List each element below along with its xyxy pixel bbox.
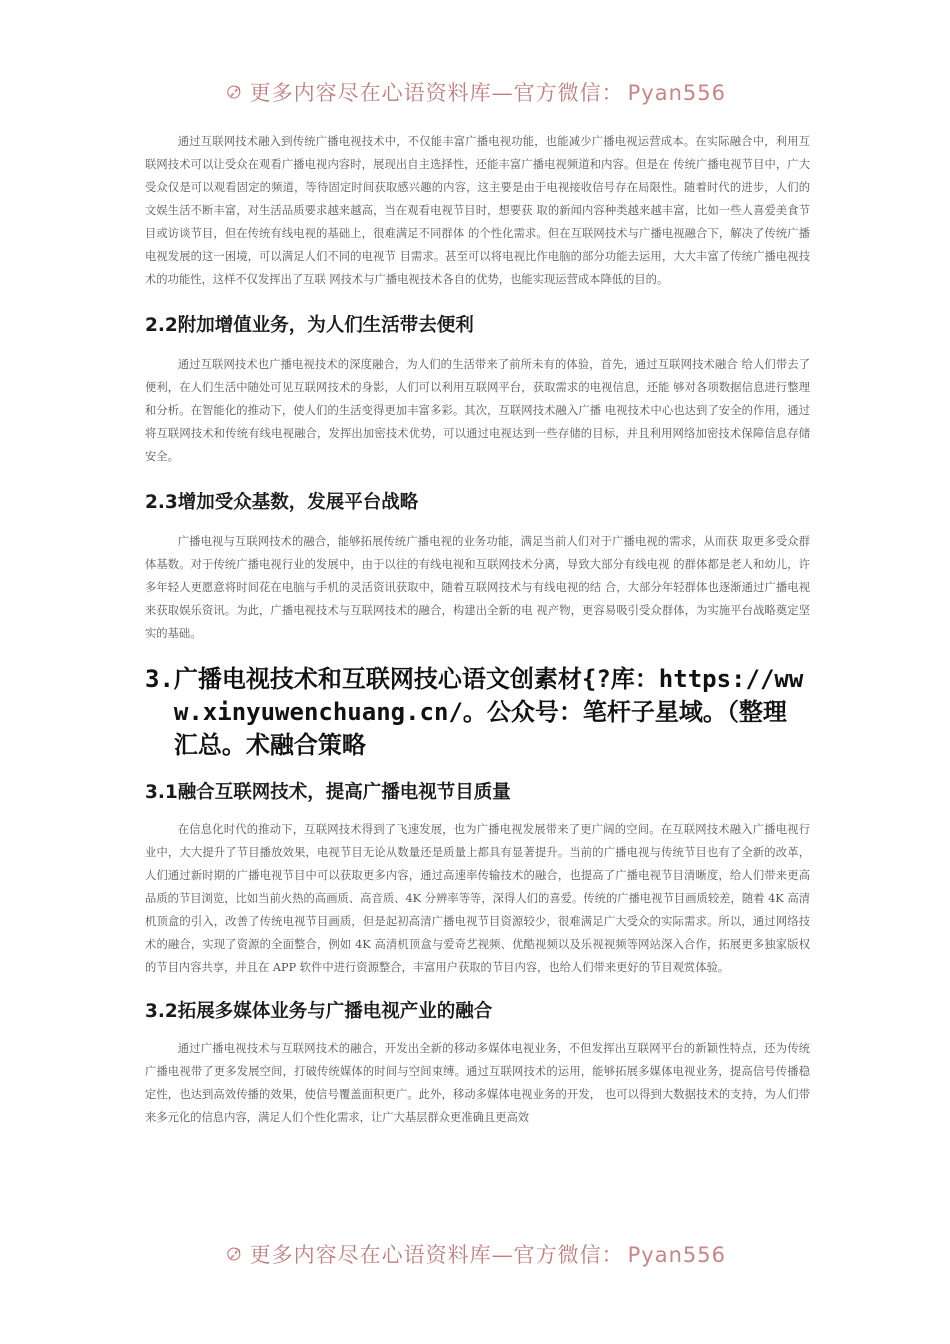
section-3-title: 广播电视技术和互联网技心语文创素材{?库：https://www.xinyuwenchuang.cn/。公众号：笔杆子星域。（整理汇总。术融合策略: [173, 665, 804, 759]
section-2-2-paragraph: 通过互联网技术也广播电视技术的深度融合，为人们的生活带来了前所未有的体验，首先，通过互联网技术融合 给人们带去了便利，在人们生活中随处可见互联网技术的身影，人们可以利用互联网平台，获取需求的电视信息，还能 够对各项数据信息进行整理和分析。在智能化的推动下，使人们的生活变得更加丰富多彩。其次，互联网技术融入广播 电视技术中心也达到了安全的作用，通过将互联网技术和传统有线电视融合，发挥出加密技术优势，可以通过电视达到一些存储的目标，并且利用网络加密技术保障信息存储安全。: [145, 358, 810, 463]
section-3-heading: [145, 663, 810, 762]
document-body: [145, 128, 810, 1129]
header-banner: [226, 72, 726, 112]
banner-text: 更多内容尽在心语资料库—官方微信： Pyan556: [249, 1243, 726, 1267]
section-3-2-paragraph: 通过广播电视技术与互联网技术的融合，开发出全新的移动多媒体电视业务，不但发挥出互联网平台的新颖性特点，还为传统广播电视带了更多发展空间，打破传统媒体的时间与空间束缚。通过互联网技术的运用，能够拓展多媒体电视业务，提高信号传播稳定性，也达到高效传播的效果，使信号覆盖面积更广。此外，移动多媒体电视业务的开发， 也可以得到大数据技术的支持，为人们带来多元化的信息内容，满足人们个性化需求，让广大基层群众更准确且更高效: [145, 1042, 810, 1124]
section-2-3-paragraph: 广播电视与互联网技术的融合，能够拓展传统广播电视的业务功能，满足当前人们对于广播电视的需求，从而获 取更多受众群体基数。对于传统广播电视行业的发展中，由于以往的有线电视和互联网技术分离，导致大部分有线电视 的群体都是老人和幼儿，许多年轻人更愿意将时间花在电脑与手机的灵活资讯获取中，随着互联网技术与有线电视的结 合，大部分年轻群体也逐渐通过广播电视来获取娱乐资讯。为此，广播电视技术与互联网技术的融合，构建出全新的电 视产物，更容易吸引受众群体，为实施平台战略奠定坚实的基础。: [145, 535, 810, 640]
quill-pen-logo-icon: [226, 1237, 242, 1271]
banner-wechat-id: Pyan556: [627, 1243, 726, 1267]
section-2-2-heading: 2.2附加增值业务，为人们生活带去便利: [145, 315, 474, 336]
section-2-3-heading: 2.3增加受众基数，发展平台战略: [145, 492, 419, 513]
section-3-1-heading: 3.1融合互联网技术，提高广播电视节目质量: [145, 782, 511, 803]
banner-text: 更多内容尽在心语资料库—官方微信： Pyan556: [249, 81, 726, 105]
intro-paragraph: 通过互联网技术融入到传统广播电视技术中，不仅能丰富广播电视功能，也能减少广播电视运营成本。在实际融合中，利用互联网技术可以让受众在观看广播电视内容时，展现出自主选择性，还能丰富广播电视频道和内容。但是在 传统广播电视节目中，广大受众仅是可以观看固定的频道，等待固定时间获取感兴趣的内容，这主要是由于电视接收信号存在局限性。随着时代的进步，人们的文娱生活不断丰富，对生活品质要求越来越高，当在观看电视节目时，想要获 取的新闻内容种类越来越丰富，比如一些人喜爱美食节目或访谈节目，但在传统有线电视的基础上，很难满足不同群体 的个性化需求。但在互联网技术与广播电视融合下，解决了传统广播电视发展的这一困境，可以满足人们不同的电视节 目需求。甚至可以将电视比作电脑的部分功能去运用，大大丰富了传统广播电视技术的功能性，这样不仅发挥出了互联 网技术与广播电视技术各自的优势，也能实现运营成本降低的目的。: [145, 135, 810, 286]
section-3-number: 3.: [145, 665, 174, 693]
section-3-1-paragraph: 在信息化时代的推动下，互联网技术得到了飞速发展，也为广播电视发展带来了更广阔的空间。在互联网技术融入广播电视行业中，大大提升了节目播放效果，电视节目无论从数量还是质量上都具有显著提升。当前的广播电视与传统节目也有了全新的改革，人们通过新时期的广播电视节目中可以获取更多内容，通过高速率传输技术的融合，也提高了广播电视节目清晰度，给人们带来更高品质的节目浏览，比如当前火热的高画质、高音质、4K 分辨率等等，深得人们的喜爱。传统的广播电视节目画质较差，随着 4K 高清机顶盒的引入，改善了传统电视节目画质，但是起初高清广播电视节目资源较少，很难满足广大受众的实际需求。所以，通过网络技术的融合，实现了资源的全面整合，例如 4K 高清机顶盒与爱奇艺视频、优酷视频以及乐视视频等网站深入合作，拓展更多独家版权的节目内容共享，并且在 APP 软件中进行资源整合，丰富用户获取的节目内容，也给人们带来更好的节目观赏体验。: [145, 823, 810, 974]
banner-wechat-id: Pyan556: [627, 81, 726, 105]
footer-banner: [226, 1234, 726, 1274]
quill-pen-logo-icon: [226, 75, 242, 109]
section-3-2-heading: 3.2拓展多媒体业务与广播电视产业的融合: [145, 1001, 493, 1022]
